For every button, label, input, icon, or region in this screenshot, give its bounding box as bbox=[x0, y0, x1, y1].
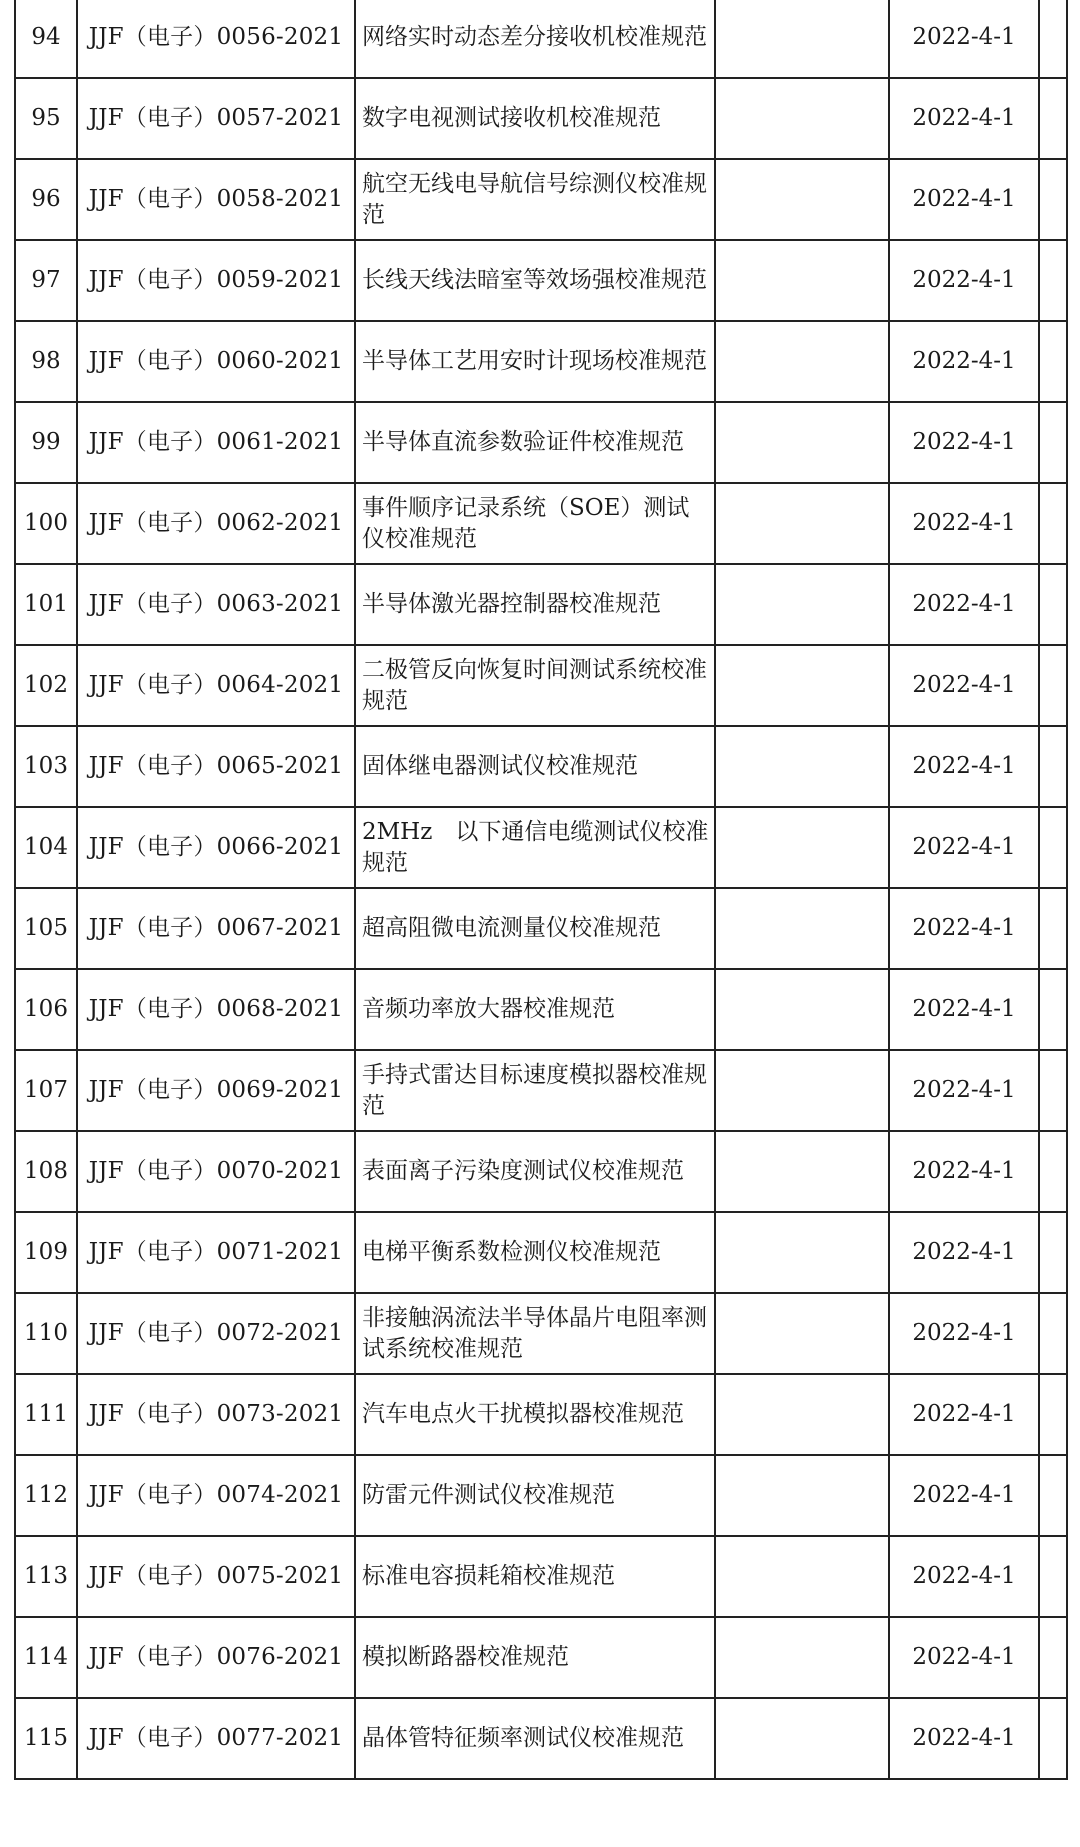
table-row bbox=[15, 159, 1067, 240]
empty-column-cell bbox=[715, 1455, 889, 1536]
table-edge-cell bbox=[1039, 1617, 1067, 1698]
effective-date-cell: 2022-4-1 bbox=[889, 321, 1039, 402]
standard-code-cell: JJF（电子）0062-2021 bbox=[77, 483, 355, 564]
table-row bbox=[15, 1455, 1067, 1536]
row-number-cell: 111 bbox=[15, 1374, 77, 1455]
standard-name-cell: 晶体管特征频率测试仪校准规范 bbox=[355, 1698, 715, 1779]
standard-code-cell: JJF（电子）0059-2021 bbox=[77, 240, 355, 321]
standard-name-cell: 汽车电点火干扰模拟器校准规范 bbox=[355, 1374, 715, 1455]
effective-date-cell: 2022-4-1 bbox=[889, 1536, 1039, 1617]
standard-name-cell: 标准电容损耗箱校准规范 bbox=[355, 1536, 715, 1617]
row-number-cell: 101 bbox=[15, 564, 77, 645]
row-number-cell: 96 bbox=[15, 159, 77, 240]
empty-column-cell bbox=[715, 1293, 889, 1374]
effective-date-cell: 2022-4-1 bbox=[889, 807, 1039, 888]
effective-date-cell: 2022-4-1 bbox=[889, 1050, 1039, 1131]
effective-date-cell: 2022-4-1 bbox=[889, 483, 1039, 564]
table-edge-cell bbox=[1039, 1212, 1067, 1293]
standard-code-cell: JJF（电子）0063-2021 bbox=[77, 564, 355, 645]
empty-column-cell bbox=[715, 1131, 889, 1212]
standard-name-cell: 航空无线电导航信号综测仪校准规范 bbox=[355, 159, 715, 240]
standard-code-cell: JJF（电子）0056-2021 bbox=[77, 0, 355, 78]
standard-code-cell: JJF（电子）0073-2021 bbox=[77, 1374, 355, 1455]
table-row bbox=[15, 78, 1067, 159]
row-number-cell: 113 bbox=[15, 1536, 77, 1617]
table-row bbox=[15, 1617, 1067, 1698]
table-edge-cell bbox=[1039, 564, 1067, 645]
effective-date-cell: 2022-4-1 bbox=[889, 1131, 1039, 1212]
table-edge-cell bbox=[1039, 1050, 1067, 1131]
table-edge-cell bbox=[1039, 483, 1067, 564]
effective-date-cell: 2022-4-1 bbox=[889, 240, 1039, 321]
standard-name-cell: 事件顺序记录系统（SOE）测试仪校准规范 bbox=[355, 483, 715, 564]
empty-column-cell bbox=[715, 807, 889, 888]
standards-table-body bbox=[15, 0, 1067, 1779]
table-row bbox=[15, 402, 1067, 483]
effective-date-cell: 2022-4-1 bbox=[889, 1212, 1039, 1293]
standard-name-cell: 半导体工艺用安时计现场校准规范 bbox=[355, 321, 715, 402]
effective-date-cell: 2022-4-1 bbox=[889, 645, 1039, 726]
table-edge-cell bbox=[1039, 321, 1067, 402]
row-number-cell: 97 bbox=[15, 240, 77, 321]
effective-date-cell: 2022-4-1 bbox=[889, 1374, 1039, 1455]
row-number-cell: 100 bbox=[15, 483, 77, 564]
table-edge-cell bbox=[1039, 0, 1067, 78]
table-row bbox=[15, 1131, 1067, 1212]
effective-date-cell: 2022-4-1 bbox=[889, 0, 1039, 78]
table-edge-cell bbox=[1039, 1131, 1067, 1212]
standard-code-cell: JJF（电子）0065-2021 bbox=[77, 726, 355, 807]
standards-table bbox=[14, 0, 1068, 1780]
table-edge-cell bbox=[1039, 240, 1067, 321]
table-row bbox=[15, 564, 1067, 645]
standard-name-cell: 表面离子污染度测试仪校准规范 bbox=[355, 1131, 715, 1212]
row-number-cell: 99 bbox=[15, 402, 77, 483]
table-edge-cell bbox=[1039, 78, 1067, 159]
standard-name-cell: 手持式雷达目标速度模拟器校准规范 bbox=[355, 1050, 715, 1131]
effective-date-cell: 2022-4-1 bbox=[889, 969, 1039, 1050]
table-row bbox=[15, 726, 1067, 807]
standard-code-cell: JJF（电子）0061-2021 bbox=[77, 402, 355, 483]
standard-code-cell: JJF（电子）0075-2021 bbox=[77, 1536, 355, 1617]
row-number-cell: 112 bbox=[15, 1455, 77, 1536]
table-edge-cell bbox=[1039, 726, 1067, 807]
standard-code-cell: JJF（电子）0057-2021 bbox=[77, 78, 355, 159]
row-number-cell: 114 bbox=[15, 1617, 77, 1698]
empty-column-cell bbox=[715, 1050, 889, 1131]
row-number-cell: 109 bbox=[15, 1212, 77, 1293]
effective-date-cell: 2022-4-1 bbox=[889, 159, 1039, 240]
table-row bbox=[15, 1050, 1067, 1131]
empty-column-cell bbox=[715, 78, 889, 159]
table-edge-cell bbox=[1039, 1455, 1067, 1536]
table-row bbox=[15, 1374, 1067, 1455]
table-row bbox=[15, 0, 1067, 78]
standard-name-cell: 半导体直流参数验证件校准规范 bbox=[355, 402, 715, 483]
empty-column-cell bbox=[715, 1374, 889, 1455]
empty-column-cell bbox=[715, 1698, 889, 1779]
empty-column-cell bbox=[715, 969, 889, 1050]
table-edge-cell bbox=[1039, 1698, 1067, 1779]
table-edge-cell bbox=[1039, 159, 1067, 240]
effective-date-cell: 2022-4-1 bbox=[889, 1455, 1039, 1536]
row-number-cell: 95 bbox=[15, 78, 77, 159]
standard-name-cell: 网络实时动态差分接收机校准规范 bbox=[355, 0, 715, 78]
standard-code-cell: JJF（电子）0067-2021 bbox=[77, 888, 355, 969]
effective-date-cell: 2022-4-1 bbox=[889, 1293, 1039, 1374]
row-number-cell: 98 bbox=[15, 321, 77, 402]
standard-name-cell: 非接触涡流法半导体晶片电阻率测试系统校准规范 bbox=[355, 1293, 715, 1374]
table-edge-cell bbox=[1039, 969, 1067, 1050]
empty-column-cell bbox=[715, 321, 889, 402]
standard-name-cell: 超高阻微电流测量仪校准规范 bbox=[355, 888, 715, 969]
standard-code-cell: JJF（电子）0077-2021 bbox=[77, 1698, 355, 1779]
row-number-cell: 107 bbox=[15, 1050, 77, 1131]
table-edge-cell bbox=[1039, 402, 1067, 483]
standard-code-cell: JJF（电子）0070-2021 bbox=[77, 1131, 355, 1212]
standard-name-cell: 二极管反向恢复时间测试系统校准规范 bbox=[355, 645, 715, 726]
empty-column-cell bbox=[715, 1617, 889, 1698]
table-row bbox=[15, 645, 1067, 726]
empty-column-cell bbox=[715, 888, 889, 969]
table-edge-cell bbox=[1039, 1293, 1067, 1374]
row-number-cell: 104 bbox=[15, 807, 77, 888]
empty-column-cell bbox=[715, 726, 889, 807]
empty-column-cell bbox=[715, 1536, 889, 1617]
row-number-cell: 110 bbox=[15, 1293, 77, 1374]
standard-code-cell: JJF（电子）0071-2021 bbox=[77, 1212, 355, 1293]
standard-code-cell: JJF（电子）0058-2021 bbox=[77, 159, 355, 240]
empty-column-cell bbox=[715, 483, 889, 564]
effective-date-cell: 2022-4-1 bbox=[889, 1617, 1039, 1698]
table-row bbox=[15, 969, 1067, 1050]
empty-column-cell bbox=[715, 645, 889, 726]
standard-code-cell: JJF（电子）0066-2021 bbox=[77, 807, 355, 888]
effective-date-cell: 2022-4-1 bbox=[889, 564, 1039, 645]
standard-name-cell: 数字电视测试接收机校准规范 bbox=[355, 78, 715, 159]
table-edge-cell bbox=[1039, 645, 1067, 726]
standard-name-cell: 音频功率放大器校准规范 bbox=[355, 969, 715, 1050]
table-row bbox=[15, 483, 1067, 564]
standard-name-cell: 固体继电器测试仪校准规范 bbox=[355, 726, 715, 807]
empty-column-cell bbox=[715, 564, 889, 645]
table-row bbox=[15, 1212, 1067, 1293]
empty-column-cell bbox=[715, 1212, 889, 1293]
row-number-cell: 102 bbox=[15, 645, 77, 726]
effective-date-cell: 2022-4-1 bbox=[889, 402, 1039, 483]
table-edge-cell bbox=[1039, 1374, 1067, 1455]
effective-date-cell: 2022-4-1 bbox=[889, 78, 1039, 159]
standard-code-cell: JJF（电子）0064-2021 bbox=[77, 645, 355, 726]
table-row bbox=[15, 807, 1067, 888]
standard-name-cell: 半导体激光器控制器校准规范 bbox=[355, 564, 715, 645]
row-number-cell: 106 bbox=[15, 969, 77, 1050]
standard-name-cell: 2MHz 以下通信电缆测试仪校准规范 bbox=[355, 807, 715, 888]
empty-column-cell bbox=[715, 240, 889, 321]
table-edge-cell bbox=[1039, 807, 1067, 888]
row-number-cell: 115 bbox=[15, 1698, 77, 1779]
row-number-cell: 94 bbox=[15, 0, 77, 78]
empty-column-cell bbox=[715, 402, 889, 483]
table-row bbox=[15, 1698, 1067, 1779]
table-row bbox=[15, 1536, 1067, 1617]
effective-date-cell: 2022-4-1 bbox=[889, 1698, 1039, 1779]
standard-code-cell: JJF（电子）0060-2021 bbox=[77, 321, 355, 402]
standard-code-cell: JJF（电子）0069-2021 bbox=[77, 1050, 355, 1131]
table-row bbox=[15, 888, 1067, 969]
standard-code-cell: JJF（电子）0076-2021 bbox=[77, 1617, 355, 1698]
table-edge-cell bbox=[1039, 888, 1067, 969]
standard-name-cell: 防雷元件测试仪校准规范 bbox=[355, 1455, 715, 1536]
row-number-cell: 105 bbox=[15, 888, 77, 969]
standard-code-cell: JJF（电子）0068-2021 bbox=[77, 969, 355, 1050]
standard-code-cell: JJF（电子）0074-2021 bbox=[77, 1455, 355, 1536]
empty-column-cell bbox=[715, 159, 889, 240]
table-row bbox=[15, 240, 1067, 321]
table-row bbox=[15, 1293, 1067, 1374]
empty-column-cell bbox=[715, 0, 889, 78]
row-number-cell: 103 bbox=[15, 726, 77, 807]
effective-date-cell: 2022-4-1 bbox=[889, 726, 1039, 807]
standard-name-cell: 长线天线法暗室等效场强校准规范 bbox=[355, 240, 715, 321]
standard-code-cell: JJF（电子）0072-2021 bbox=[77, 1293, 355, 1374]
effective-date-cell: 2022-4-1 bbox=[889, 888, 1039, 969]
row-number-cell: 108 bbox=[15, 1131, 77, 1212]
standard-name-cell: 模拟断路器校准规范 bbox=[355, 1617, 715, 1698]
table-edge-cell bbox=[1039, 1536, 1067, 1617]
standard-name-cell: 电梯平衡系数检测仪校准规范 bbox=[355, 1212, 715, 1293]
table-row bbox=[15, 321, 1067, 402]
